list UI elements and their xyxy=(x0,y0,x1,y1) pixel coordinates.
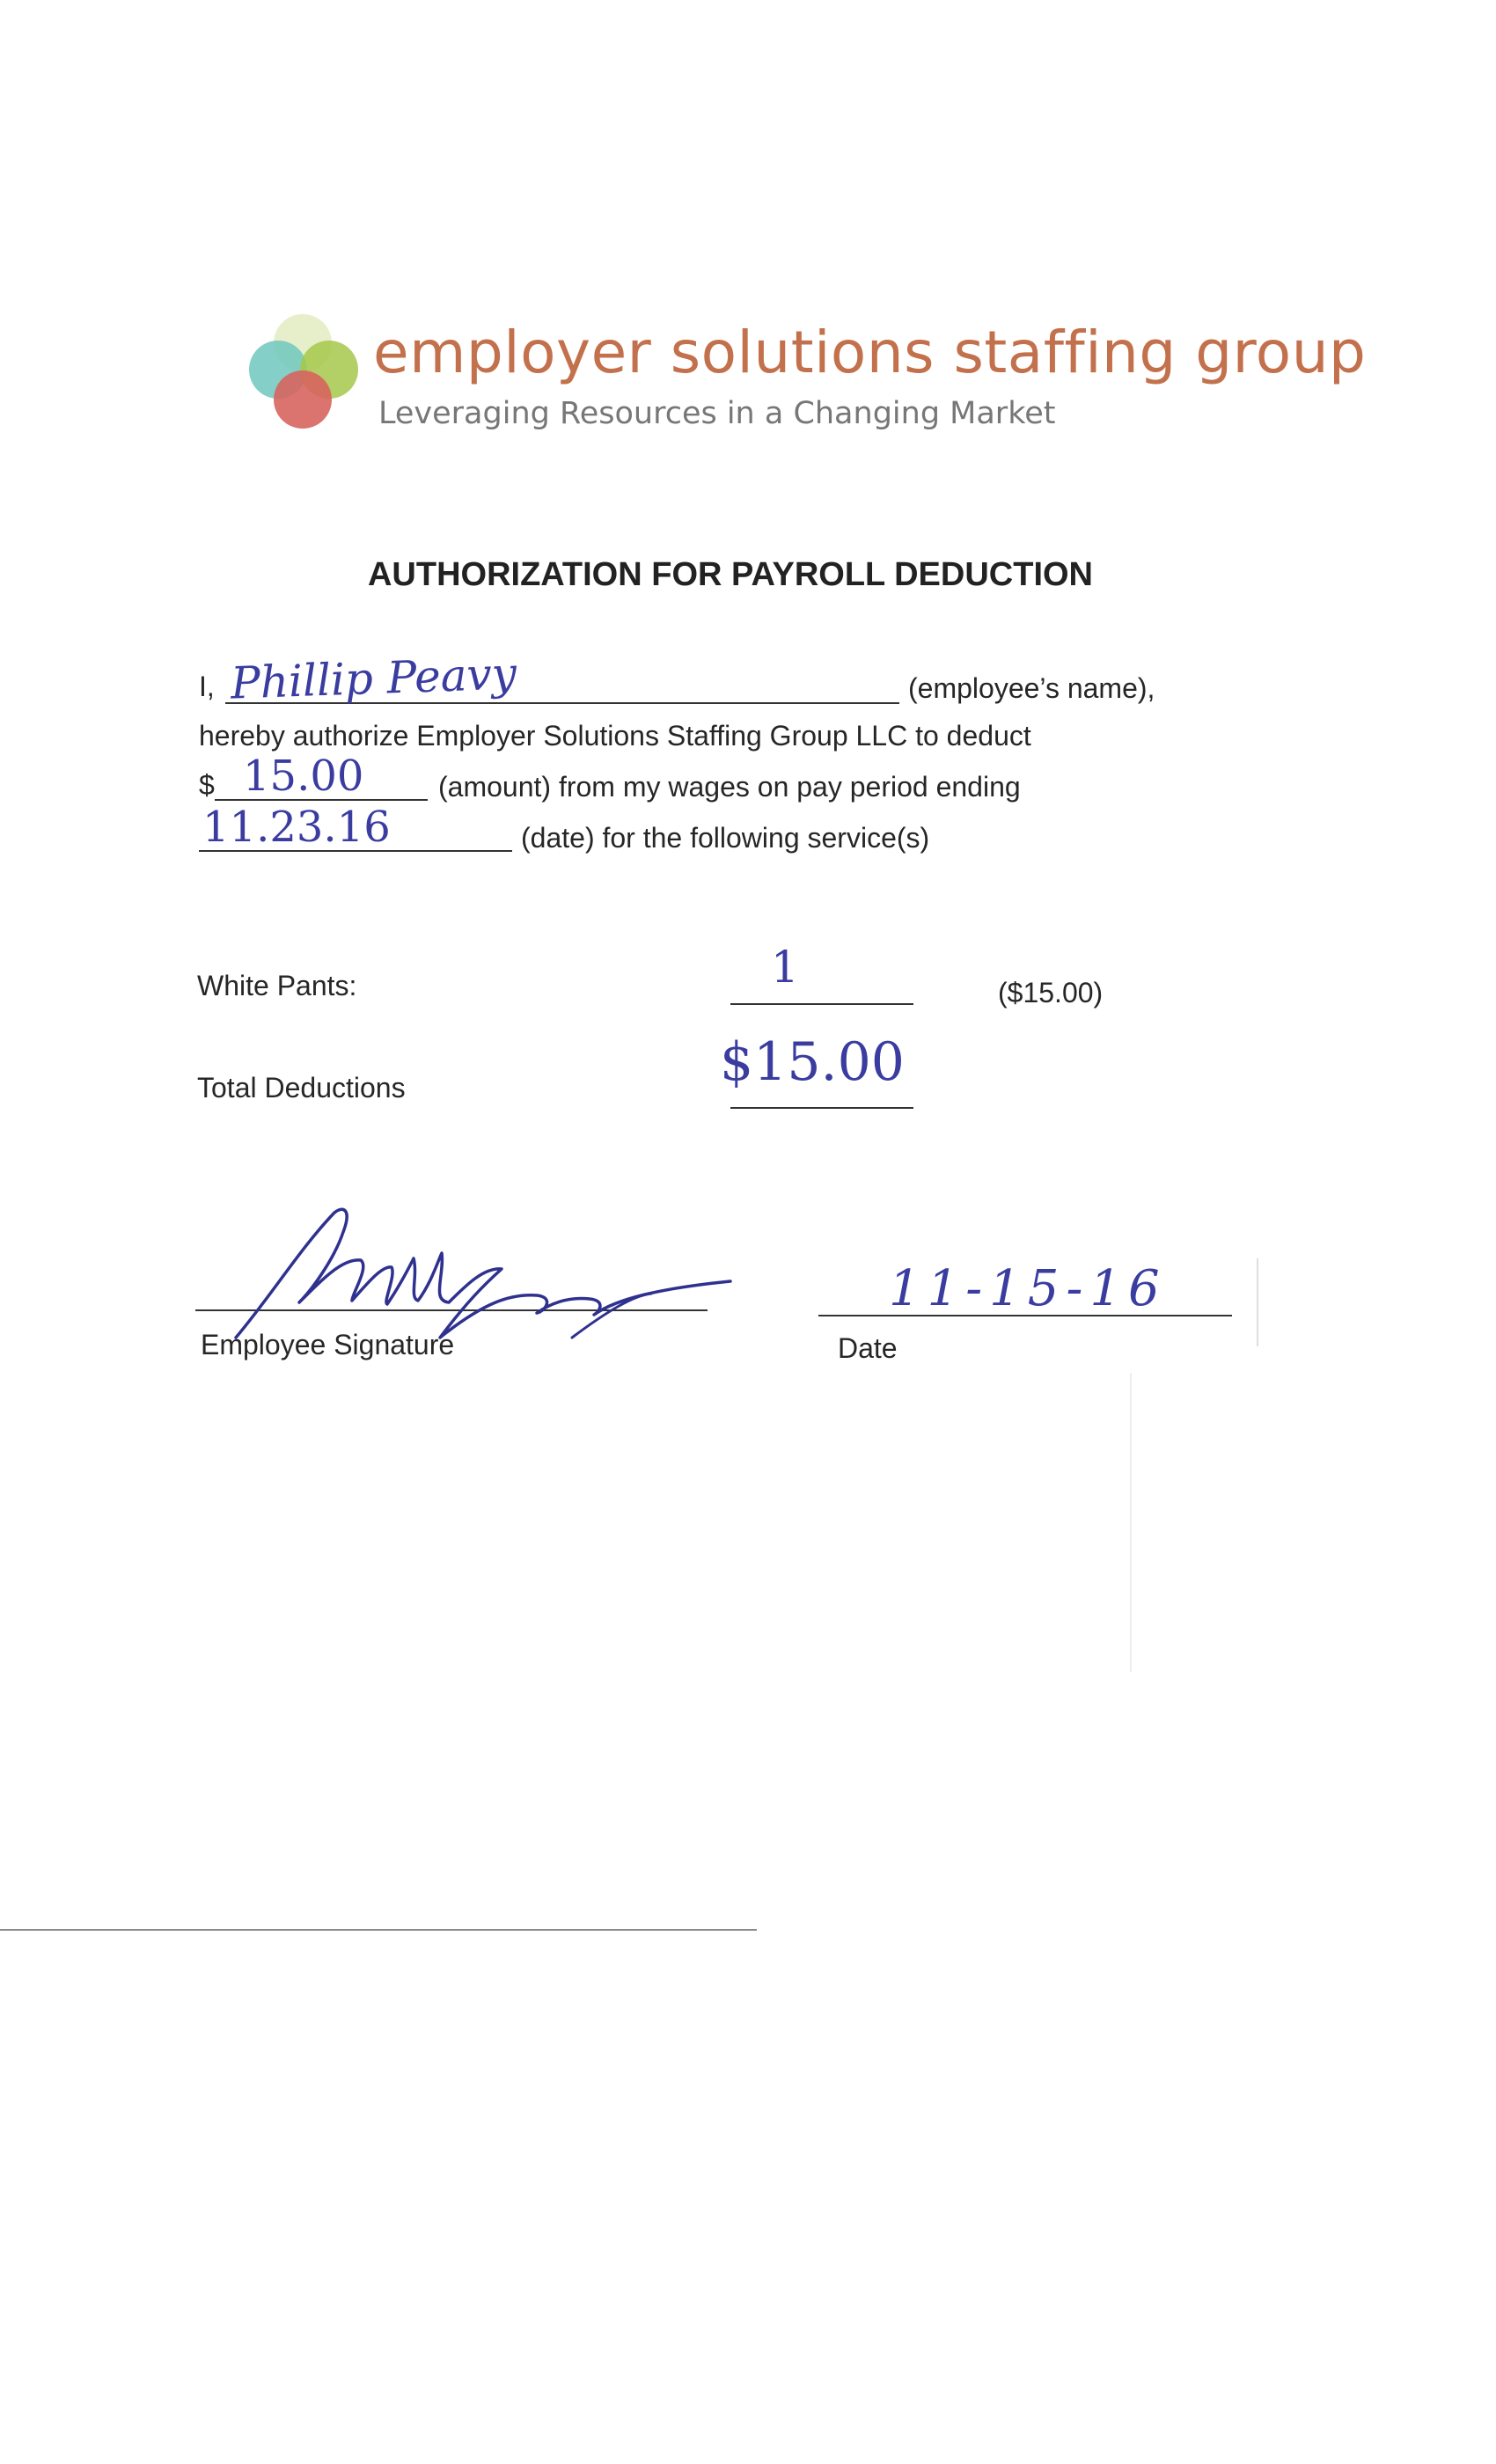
signature-label: Employee Signature xyxy=(201,1329,455,1360)
item-quantity-line xyxy=(730,1003,913,1005)
scan-artifact-mark xyxy=(1130,1373,1132,1672)
logo-tagline: Leveraging Resources in a Changing Market xyxy=(378,396,1056,431)
form-title: AUTHORIZATION FOR PAYROLL DEDUCTION xyxy=(367,556,1094,593)
date-signed-label: Date xyxy=(838,1332,898,1364)
total-line xyxy=(730,1107,913,1109)
date-label: (date) for the following service(s) xyxy=(521,822,930,854)
employee-signature-image[interactable] xyxy=(220,1197,739,1346)
period-date-handwritten[interactable]: 11.23.16 xyxy=(202,803,391,852)
date-signed-handwritten[interactable]: 11-15-16 xyxy=(889,1260,1167,1317)
employee-name-handwritten[interactable]: Phillip Peavy xyxy=(230,648,517,709)
item-label: White Pants: xyxy=(197,970,357,1001)
amount-handwritten[interactable]: 15.00 xyxy=(243,752,364,801)
scan-artifact-mark xyxy=(1257,1258,1258,1346)
employee-name-label: (employee’s name), xyxy=(908,672,1155,704)
total-label: Total Deductions xyxy=(197,1072,406,1104)
prefix-i: I, xyxy=(199,671,215,702)
scan-edge-line xyxy=(0,1929,757,1931)
item-price: ($15.00) xyxy=(998,977,1104,1008)
logo-mark-icon xyxy=(241,308,373,440)
total-handwritten[interactable]: $15.00 xyxy=(720,1031,905,1093)
logo-brand-name: employer solutions staffing group xyxy=(373,319,1367,386)
item-quantity-handwritten[interactable]: 1 xyxy=(771,942,799,993)
company-logo xyxy=(241,308,1367,449)
authorize-line: hereby authorize Employer Solutions Staffing Group LLC to deduct xyxy=(199,720,1031,752)
amount-label: (amount) from my wages on pay period ending xyxy=(438,771,1021,803)
dollar-sign: $ xyxy=(199,769,215,801)
